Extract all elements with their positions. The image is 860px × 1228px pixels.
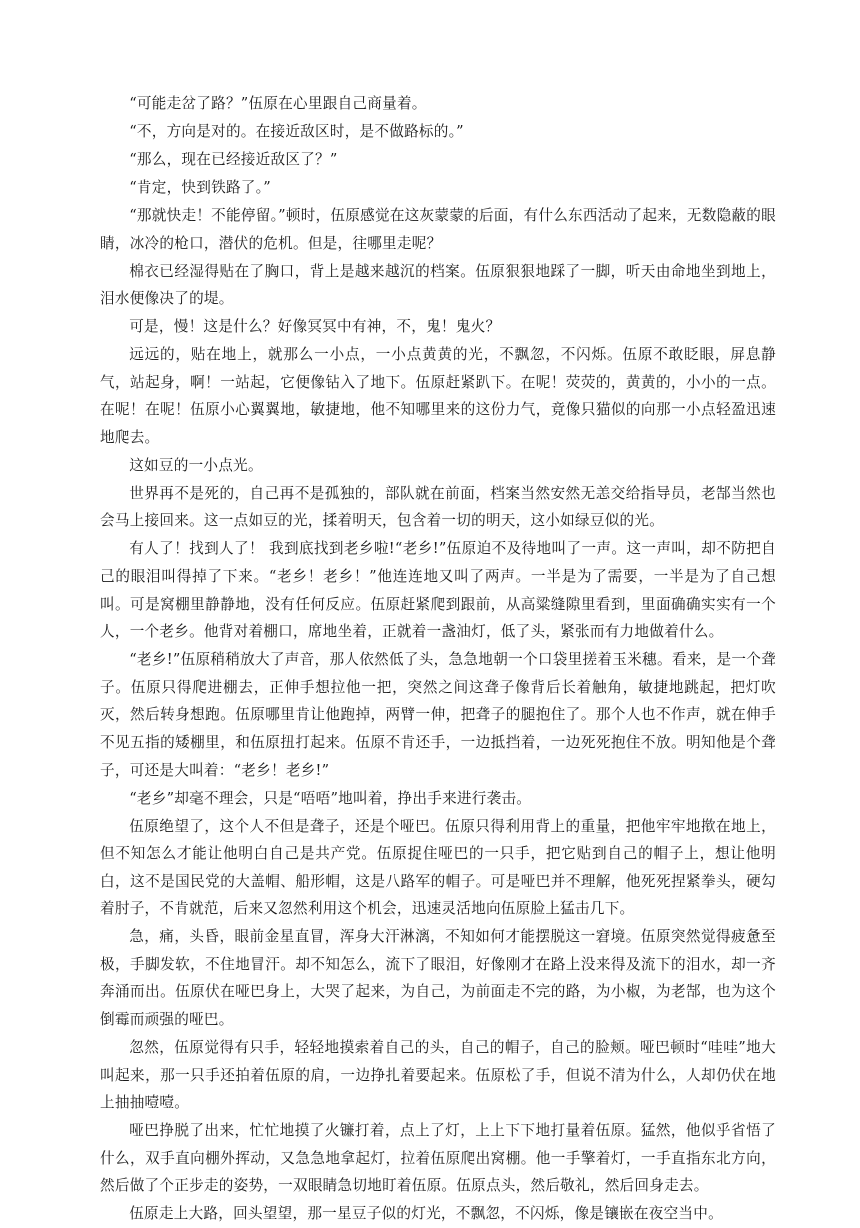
paragraph: 伍原走上大路，回头望望，那一星豆子似的灯光，不飘忽，不闪烁，像是镶嵌在夜空当中。 (129, 1205, 723, 1223)
paragraph: 棉衣已经湿得贴在了胸口，背上是越来越沉的档案。伍原狠狠地踩了一脚，听天由命地坐到地上，泪水便像决了的堤。 (100, 262, 776, 308)
paragraph: “不，方向是对的。在接近敌区时，是不做路标的。” (129, 122, 464, 140)
paragraph: “肯定，快到铁路了。” (129, 178, 271, 196)
paragraph: 哑巴挣脱了出来，忙忙地摸了火镰打着，点上了灯，上上下下地打量着伍原。猛然，他似乎省悟了什么，双手直向棚外挥动，又急急地拿起灯，拉着伍原爬出窝棚。他一手擎着灯，一手直指东北方向，然后做了个正步走的姿势，一双眼睛急切地盯着伍原。伍原点头，然后敬礼，然后回身走去。 (100, 1122, 776, 1195)
paragraph: “那么，现在已经接近敌区了？” (129, 150, 338, 168)
paragraph: “那就快走！不能停留。”顿时，伍原感觉在这灰蒙蒙的后面，有什么东西活动了起来，无数隐蔽的眼睛，冰冷的枪口，潜伏的危机。但是，往哪里走呢？ (100, 206, 776, 252)
paragraph: 世界再不是死的，自己再不是孤独的，部队就在前面，档案当然安然无恙交给指导员，老郜当然也会马上接回来。这一点如豆的光，揉着明天，包含着一切的明天，这小如绿豆似的光。 (100, 484, 776, 530)
paragraph: “可能走岔了路？”伍原在心里跟自己商量着。 (129, 95, 427, 112)
paragraph: 可是，慢！这是什么？好像冥冥中有神，不，鬼！鬼火？ (129, 318, 501, 336)
paragraph: 远远的，贴在地上，就那么一小点，一小点黄黄的光，不飘忽，不闪烁。伍原不敢眨眼，屏息静气，站起身，啊！一站起，它便像钻入了地下。伍原赶紧趴下。在呢！荧荧的，黄黄的，小小的一点。在呢！在呢！伍原小心翼翼地，敏捷地，他不知哪里来的这份力气，竟像只猫似的向那一小点轻盈迅速地爬去。 (100, 346, 776, 446)
paragraph: 这如豆的一小点光。 (129, 456, 263, 474)
paragraph: “老乡”却毫不理会，只是“唔唔”地叫着，挣出手来进行袭击。 (129, 789, 532, 807)
paragraph: 有人了！找到人了！ 我到底找到老乡啦!“老乡!”伍原迫不及待地叫了一声。这一声叫，却不防把自己的眼泪叫得掉了下来。“老乡！老乡！”他连连地又叫了两声。一半是为了需要，一半是为了自己想叫。可是窝棚里静静地，没有任何反应。伍原赶紧爬到跟前，从高粱缝隙里看到，里面确确实实有一个人，一个老乡。他背对着棚口，席地坐着，正就着一盏油灯，低了头，紧张而有力地做着什么。 (100, 540, 776, 641)
paragraph: 急，痛，头昏，眼前金星直冒，浑身大汗淋漓，不知如何才能摆脱这一窘境。伍原突然觉得疲惫至极，手脚发软，不住地冒汗。却不知怎么，流下了眼泪，好像刚才在路上没来得及流下的泪水，却一齐奔涌而出。伍原伏在哑巴身上，大哭了起来，为自己，为前面走不完的路，为小椒，为老郜，也为这个倒霉而顽强的哑巴。 (100, 928, 776, 1029)
paragraph: 伍原绝望了，这个人不但是聋子，还是个哑巴。伍原只得利用背上的重量，把他牢牢地揿在地上，但不知怎么才能让他明白自己是共产党。伍原捉住哑巴的一只手，把它贴到自己的帽子上，想让他明白，这不是国民党的大盖帽、船形帽，这是八路军的帽子。可是哑巴并不理解，他死死捏紧拳头，硬勾着肘子，不肯就范，后来又忽然利用这个机会，迅速灵活地向伍原脸上猛击几下。 (100, 817, 776, 918)
paragraph: 忽然，伍原觉得有只手，轻轻地摸索着自己的头，自己的帽子，自己的脸颊。哑巴顿时“哇哇”地大叫起来，那一只手还拍着伍原的肩，一边挣扎着要起来。伍原松了手，但说不清为什么，人却仍伏在地上抽抽噎噎。 (100, 1039, 776, 1112)
paragraph: “老乡!”伍原稍稍放大了声音，那人依然低了头，急急地朝一个口袋里搓着玉米穗。看来，是一个聋子。伍原只得爬进棚去，正伸手想拉他一把，突然之间这聋子像背后长着触角，敏捷地跳起，把灯吹灭，然后转身想跑。伍原哪里肯让他跑掉，两臂一伸，把聋子的腿抱住了。那个人也不作声，就在伸手不见五指的矮棚里，和伍原扭打起来。伍原不肯还手，一边抵挡着，一边死死抱住不放。明知他是个聋子，可还是大叫着：“老乡！老乡!” (100, 651, 776, 779)
